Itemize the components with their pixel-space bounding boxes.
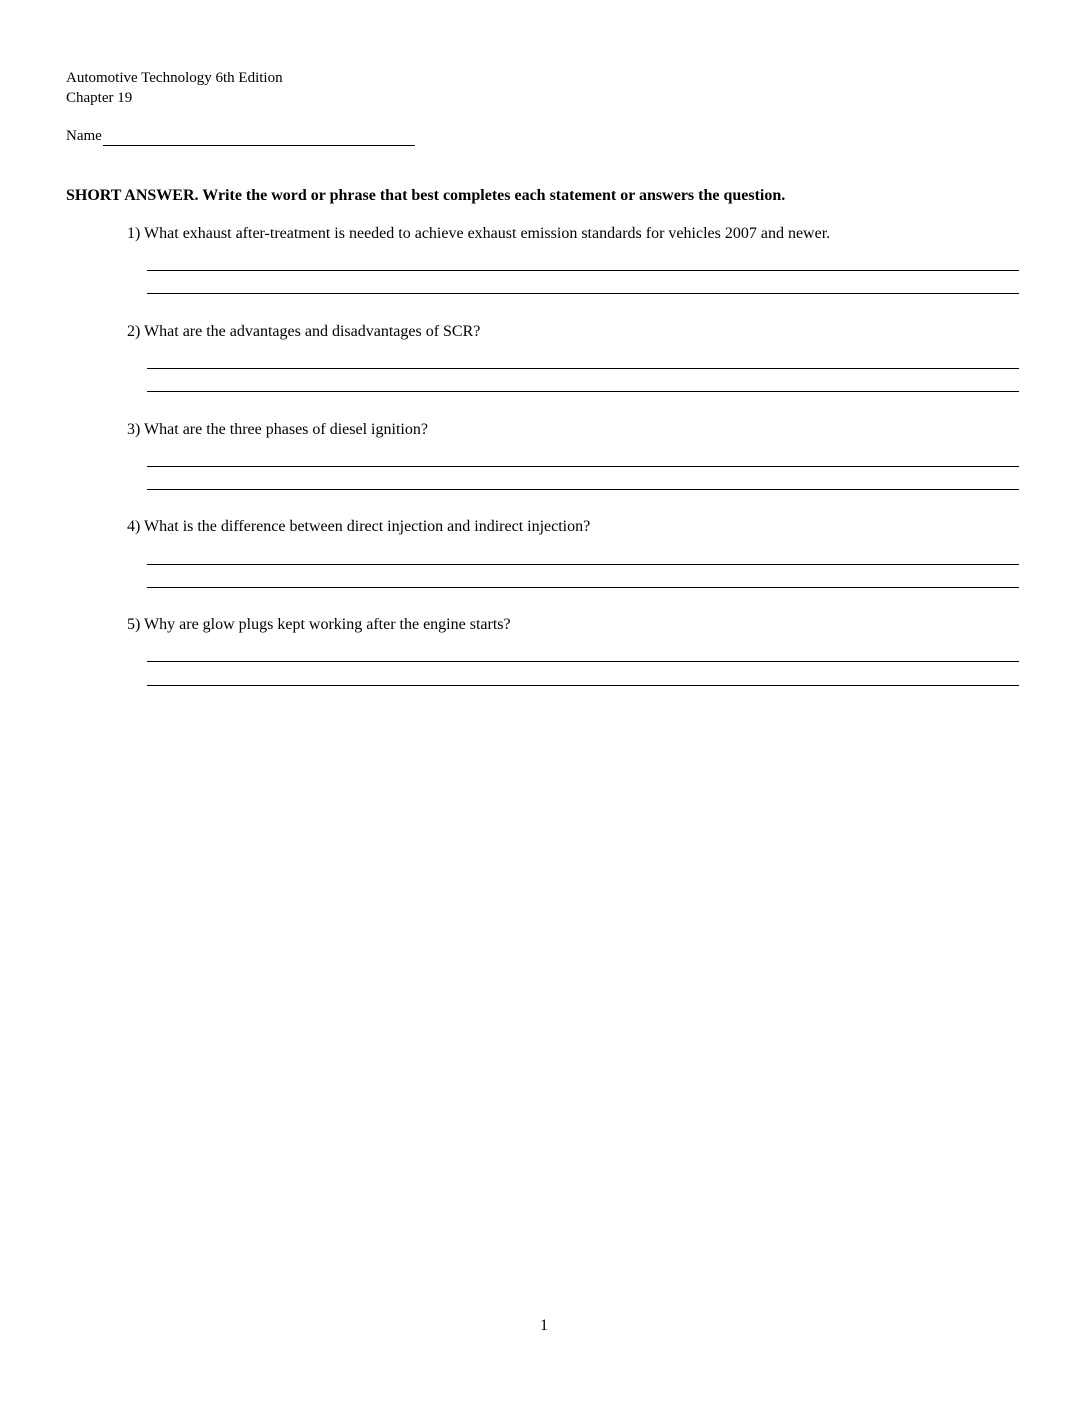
- document-header: [66, 68, 283, 108]
- question-3: 3) What are the three phases of diesel ignition?: [127, 421, 428, 438]
- page-number: 1: [540, 1317, 548, 1334]
- question-2: 2) What are the advantages and disadvantages of SCR?: [127, 323, 481, 340]
- question-4: 4) What is the difference between direct injection and indirect injection?: [127, 518, 591, 535]
- answer-line-3a[interactable]: [147, 466, 1019, 467]
- answer-line-1a[interactable]: [147, 270, 1019, 271]
- name-blank-line[interactable]: [103, 128, 415, 146]
- answer-line-5a[interactable]: [147, 661, 1019, 662]
- name-field[interactable]: [66, 126, 415, 146]
- answer-line-2b[interactable]: [147, 391, 1019, 392]
- answer-line-4a[interactable]: [147, 564, 1019, 565]
- answer-line-4b[interactable]: [147, 587, 1019, 588]
- name-label: Name: [66, 128, 102, 144]
- chapter-label: Chapter 19: [66, 90, 133, 106]
- question-1: 1) What exhaust after-treatment is needed to achieve exhaust emission standards for vehicles 2007 and newer.: [127, 225, 831, 242]
- answer-line-5b[interactable]: [147, 685, 1019, 686]
- answer-line-2a[interactable]: [147, 368, 1019, 369]
- question-5: 5) Why are glow plugs kept working after the engine starts?: [127, 616, 511, 633]
- answer-line-1b[interactable]: [147, 293, 1019, 294]
- answer-line-3b[interactable]: [147, 489, 1019, 490]
- section-instructions: SHORT ANSWER. Write the word or phrase that best completes each statement or answers the question.: [66, 187, 786, 204]
- book-title: Automotive Technology 6th Edition: [66, 70, 283, 86]
